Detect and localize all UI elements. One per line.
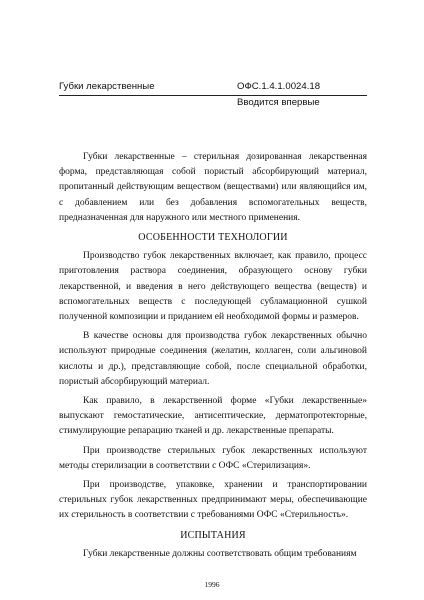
monograph-title: Губки лекарственные bbox=[59, 81, 155, 92]
body-paragraph: При производстве, упаковке, хранении и транспортировании стерильных губок лекарственных предпринимают меры, обеспечивающие их стерильность в соответствии с требованиями ОФС «Стерильность». bbox=[59, 480, 367, 521]
body-paragraph: Губки лекарственные должны соответствовать общим требованиям bbox=[83, 548, 357, 559]
monograph-status: Вводится впервые bbox=[237, 97, 320, 108]
header-rule bbox=[59, 95, 367, 96]
body-paragraph: Как правило, в лекарственной форме «Губки лекарственные» выпускают гемостатические, антисептические, дерматопротекторные, стимулирующие репарацию тканей и др. лекарственные препараты. bbox=[59, 396, 367, 437]
document-body bbox=[59, 150, 367, 566]
monograph-code: ОФС.1.4.1.0024.18 bbox=[237, 81, 321, 92]
section-heading-tests: ИСПЫТАНИЯ bbox=[180, 529, 246, 541]
section-heading-technology: ОСОБЕННОСТИ ТЕХНОЛОГИИ bbox=[138, 232, 288, 244]
monograph-header bbox=[59, 79, 379, 115]
definition-paragraph: Губки лекарственные – стерильная дозированная лекарственная форма, представляющая собой пористый абсорбирующий материал, пропитанный действующим веществом (веществами) или являющийся им, с добавлением или без добавления вспомогательных веществ, предназначенная для наружного или местного применения. bbox=[59, 152, 367, 223]
body-paragraph: В качестве основы для производства губок лекарственных обычно используют природные соединения (желатин, коллаген, соли альгиновой кислоты и др.), представляющие собой, после специальной обработки, пористый абсорбирующий материал. bbox=[59, 331, 367, 387]
body-paragraph: При производстве стерильных губок лекарственных используют методы стерилизации в соответствии с ОФС «Стерилизация». bbox=[59, 445, 367, 471]
body-paragraph: Производство губок лекарственных включает, как правило, процесс приготовления раствора соединения, образующего основу губки лекарственной, и введения в него действующего вещества (веществ) и вспомогательных веществ с последующей субламационной сушкой полученной композиции и приданием ей необходимой формы и размеров. bbox=[59, 251, 367, 323]
page-number: 1996 bbox=[204, 580, 220, 589]
